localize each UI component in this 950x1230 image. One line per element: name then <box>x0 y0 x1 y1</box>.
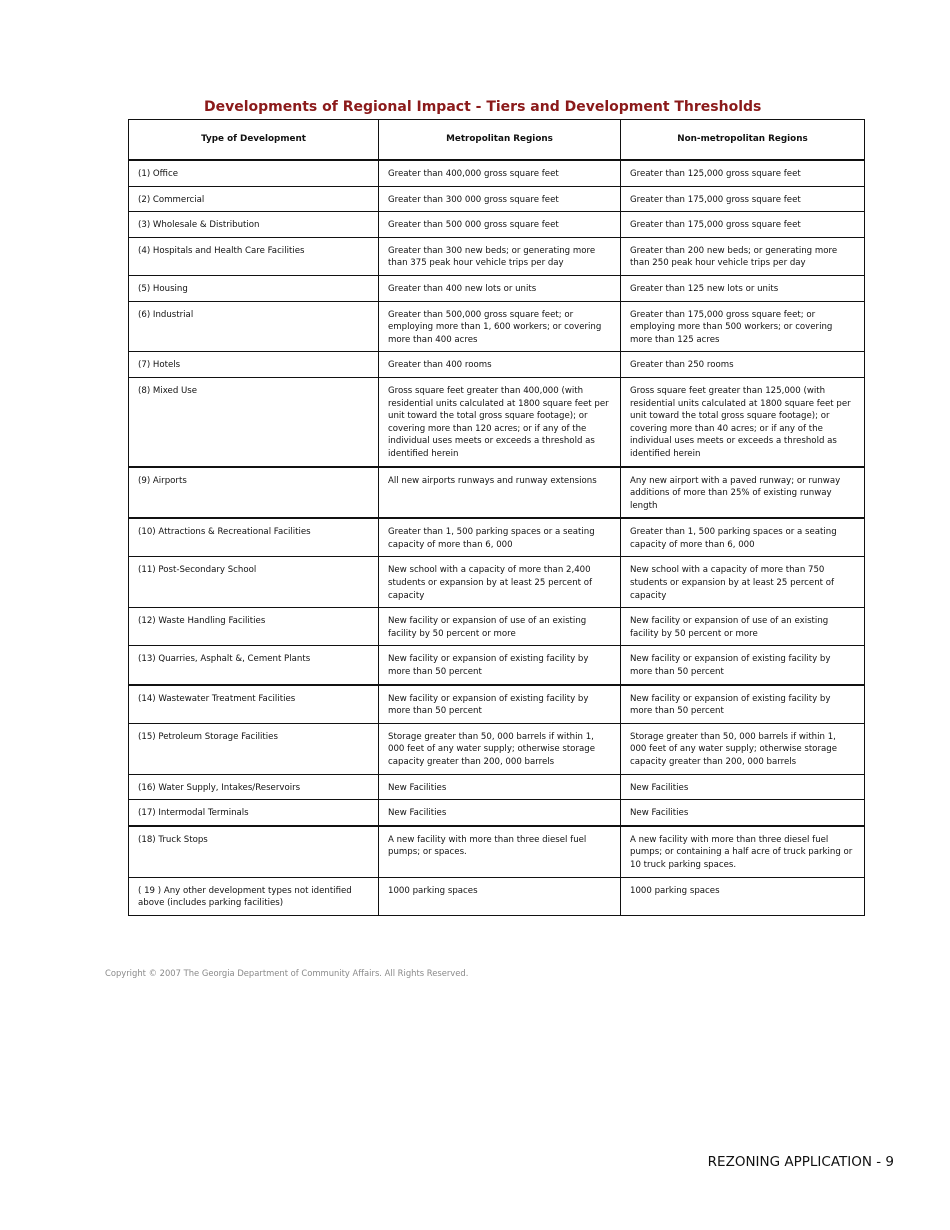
table-row <box>129 685 865 724</box>
development-type-cell: (5) Housing <box>129 275 379 301</box>
table-row <box>129 518 865 557</box>
table-row <box>129 608 865 646</box>
non-metropolitan-threshold-cell: New Facilities <box>621 774 865 800</box>
header-non-metropolitan-regions: Non-metropolitan Regions <box>621 120 865 161</box>
development-type-cell: (10) Attractions & Recreational Facilities <box>129 518 379 557</box>
metropolitan-threshold-cell: New facility or expansion of use of an existing facility by 50 percent or more <box>379 608 621 646</box>
development-type-cell: (3) Wholesale & Distribution <box>129 212 379 238</box>
non-metropolitan-threshold-cell: Greater than 175,000 gross square feet; or employing more than 500 workers; or covering more than 125 acres <box>621 301 865 352</box>
non-metropolitan-threshold-cell: Greater than 125 new lots or units <box>621 275 865 301</box>
development-type-cell: ( 19 ) Any other development types not identified above (includes parking facilities) <box>129 877 379 915</box>
development-type-cell: (12) Waste Handling Facilities <box>129 608 379 646</box>
non-metropolitan-threshold-cell: Any new airport with a paved runway; or runway additions of more than 25% of existing runway length <box>621 467 865 519</box>
development-type-cell: (14) Wastewater Treatment Facilities <box>129 685 379 724</box>
non-metropolitan-threshold-cell: New Facilities <box>621 800 865 826</box>
table-row <box>129 723 865 774</box>
table-header-row <box>129 120 865 161</box>
metropolitan-threshold-cell: A new facility with more than three diesel fuel pumps; or spaces. <box>379 826 621 877</box>
copyright-notice: Copyright © 2007 The Georgia Department of Community Affairs. All Rights Reserved. <box>105 968 469 978</box>
table-row <box>129 186 865 212</box>
metropolitan-threshold-cell: Greater than 400,000 gross square feet <box>379 160 621 186</box>
page-footer: REZONING APPLICATION - 9 <box>707 1154 894 1170</box>
metropolitan-threshold-cell: Greater than 400 rooms <box>379 352 621 378</box>
development-type-cell: (15) Petroleum Storage Facilities <box>129 723 379 774</box>
metropolitan-threshold-cell: Greater than 500 000 gross square feet <box>379 212 621 238</box>
development-type-cell: (11) Post-Secondary School <box>129 557 379 608</box>
metropolitan-threshold-cell: New school with a capacity of more than 2,400 students or expansion by at least 25 percent of capacity <box>379 557 621 608</box>
non-metropolitan-threshold-cell: New facility or expansion of existing facility by more than 50 percent <box>621 685 865 724</box>
table-row <box>129 557 865 608</box>
document-title: Developments of Regional Impact - Tiers and Development Thresholds <box>204 99 762 115</box>
header-metropolitan-regions: Metropolitan Regions <box>379 120 621 161</box>
table-row <box>129 275 865 301</box>
table-row <box>129 301 865 352</box>
table-row <box>129 212 865 238</box>
non-metropolitan-threshold-cell: New facility or expansion of existing facility by more than 50 percent <box>621 646 865 685</box>
table-row <box>129 237 865 275</box>
non-metropolitan-threshold-cell: Greater than 175,000 gross square feet <box>621 186 865 212</box>
table-row <box>129 646 865 685</box>
non-metropolitan-threshold-cell: New facility or expansion of use of an existing facility by 50 percent or more <box>621 608 865 646</box>
table-row <box>129 377 865 466</box>
metropolitan-threshold-cell: Greater than 300 new beds; or generating more than 375 peak hour vehicle trips per day <box>379 237 621 275</box>
development-type-cell: (7) Hotels <box>129 352 379 378</box>
metropolitan-threshold-cell: New Facilities <box>379 800 621 826</box>
metropolitan-threshold-cell: New Facilities <box>379 774 621 800</box>
non-metropolitan-threshold-cell: A new facility with more than three diesel fuel pumps; or containing a half acre of truck parking or 10 truck parking spaces. <box>621 826 865 877</box>
table-row <box>129 467 865 519</box>
metropolitan-threshold-cell: New facility or expansion of existing facility by more than 50 percent <box>379 685 621 724</box>
non-metropolitan-threshold-cell: Greater than 125,000 gross square feet <box>621 160 865 186</box>
metropolitan-threshold-cell: New facility or expansion of existing facility by more than 50 percent <box>379 646 621 685</box>
non-metropolitan-threshold-cell: Greater than 200 new beds; or generating more than 250 peak hour vehicle trips per day <box>621 237 865 275</box>
metropolitan-threshold-cell: 1000 parking spaces <box>379 877 621 915</box>
metropolitan-threshold-cell: All new airports runways and runway extensions <box>379 467 621 519</box>
development-type-cell: (6) Industrial <box>129 301 379 352</box>
metropolitan-threshold-cell: Greater than 1, 500 parking spaces or a seating capacity of more than 6, 000 <box>379 518 621 557</box>
header-type-of-development: Type of Development <box>129 120 379 161</box>
development-type-cell: (4) Hospitals and Health Care Facilities <box>129 237 379 275</box>
dri-thresholds-table <box>128 119 865 916</box>
metropolitan-threshold-cell: Storage greater than 50, 000 barrels if within 1, 000 feet of any water supply; otherwise storage capacity greater than 200, 000 barrels <box>379 723 621 774</box>
metropolitan-threshold-cell: Greater than 300 000 gross square feet <box>379 186 621 212</box>
table-row <box>129 826 865 877</box>
development-type-cell: (18) Truck Stops <box>129 826 379 877</box>
non-metropolitan-threshold-cell: Gross square feet greater than 125,000 (with residential units calculated at 1800 square feet per unit toward the total gross square footage); or covering more than 40 acres; or if any of the individual uses meets or exceeds a threshold as identified herein <box>621 377 865 466</box>
table-row <box>129 352 865 378</box>
non-metropolitan-threshold-cell: Storage greater than 50, 000 barrels if within 1, 000 feet of any water supply; otherwise storage capacity greater than 200, 000 barrels <box>621 723 865 774</box>
development-type-cell: (16) Water Supply, Intakes/Reservoirs <box>129 774 379 800</box>
table-row <box>129 774 865 800</box>
table-row <box>129 877 865 915</box>
development-type-cell: (2) Commercial <box>129 186 379 212</box>
non-metropolitan-threshold-cell: Greater than 175,000 gross square feet <box>621 212 865 238</box>
development-type-cell: (1) Office <box>129 160 379 186</box>
non-metropolitan-threshold-cell: Greater than 1, 500 parking spaces or a seating capacity of more than 6, 000 <box>621 518 865 557</box>
non-metropolitan-threshold-cell: Greater than 250 rooms <box>621 352 865 378</box>
metropolitan-threshold-cell: Greater than 500,000 gross square feet; or employing more than 1, 600 workers; or covering more than 400 acres <box>379 301 621 352</box>
non-metropolitan-threshold-cell: New school with a capacity of more than 750 students or expansion by at least 25 percent of capacity <box>621 557 865 608</box>
non-metropolitan-threshold-cell: 1000 parking spaces <box>621 877 865 915</box>
development-type-cell: (8) Mixed Use <box>129 377 379 466</box>
metropolitan-threshold-cell: Gross square feet greater than 400,000 (with residential units calculated at 1800 square feet per unit toward the total gross square footage); or covering more than 120 acres; or if any of the individual uses meets or exceeds a threshold as identified herein <box>379 377 621 466</box>
development-type-cell: (13) Quarries, Asphalt &, Cement Plants <box>129 646 379 685</box>
table-row <box>129 160 865 186</box>
table-row <box>129 800 865 826</box>
development-type-cell: (9) Airports <box>129 467 379 519</box>
development-type-cell: (17) Intermodal Terminals <box>129 800 379 826</box>
metropolitan-threshold-cell: Greater than 400 new lots or units <box>379 275 621 301</box>
